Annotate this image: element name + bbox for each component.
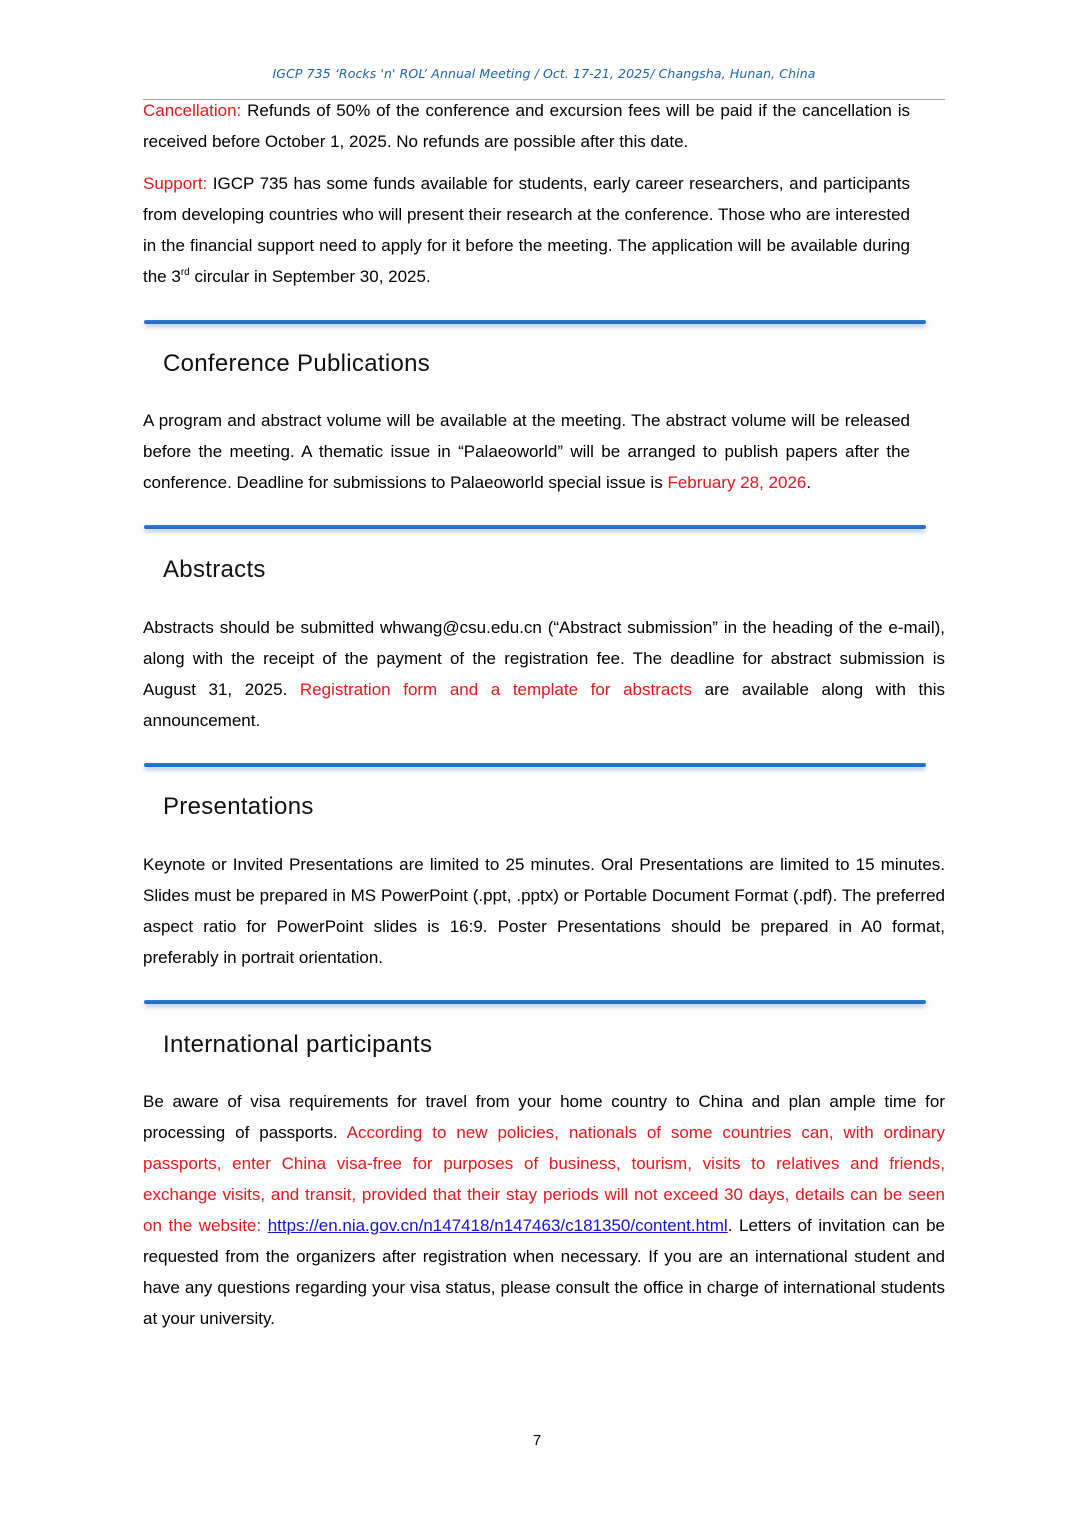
international-text: Be aware of visa requirements for travel from your home country to China and plan ample time for processing of passports. bbox=[143, 1092, 945, 1142]
running-header: IGCP 735 ‘Rocks 'n' ROL’ Annual Meeting / Oct. 17-21, 2025/ Changsha, Hunan, China bbox=[272, 66, 816, 81]
cancellation-text: Refunds of 50% of the conference and excursion fees will be paid if the cancellation is received before October 1, 2025. No refunds are possible after this date. bbox=[143, 101, 910, 151]
abstracts-heading: Abstracts bbox=[163, 556, 266, 583]
abstracts-text-end: are available along with this announcement. bbox=[143, 680, 945, 730]
support-paragraph bbox=[143, 168, 910, 292]
section-divider bbox=[144, 1000, 926, 1004]
publications-heading: Conference Publications bbox=[163, 350, 431, 377]
section-divider bbox=[144, 763, 926, 767]
abstracts-highlight: Registration form and a template for abstracts bbox=[299, 680, 693, 699]
section-divider bbox=[144, 320, 926, 324]
nia-website-link[interactable]: https://en.nia.gov.cn/n147418/n147463/c181350/content.html bbox=[267, 1216, 728, 1235]
international-heading: International participants bbox=[163, 1031, 433, 1058]
publications-text: A program and abstract volume will be available at the meeting. The abstract volume will be released before the meeting. A thematic issue in “Palaeoworld” will be arranged to publish papers after the conference. Deadline for submissions to Palaeoworld special issue is bbox=[143, 411, 910, 492]
support-superscript: rd bbox=[180, 267, 190, 278]
cancellation-label: Cancellation: bbox=[143, 101, 242, 120]
international-highlight: According to new policies, nationals of some countries can, with ordinary passports, enter China visa-free for purposes of business, tourism, visits to relatives and friends, exchange visits, and transit, provided that their stay periods will not exceed 30 days, details can be seen on the website: bbox=[143, 1123, 946, 1235]
support-label: Support: bbox=[143, 174, 208, 193]
presentations-heading: Presentations bbox=[163, 793, 314, 820]
international-text-end: . Letters of invitation can be requested from the organizers after registration when necessary. If you are an international student and have any questions regarding your visa status, please consult the office in charge of international students at your university. bbox=[143, 1216, 945, 1328]
cancellation-paragraph bbox=[143, 95, 910, 157]
publications-paragraph bbox=[143, 405, 910, 498]
publications-end: . bbox=[806, 473, 812, 492]
abstracts-paragraph bbox=[143, 612, 945, 736]
page-number: 7 bbox=[532, 1432, 542, 1449]
support-text-end: circular in September 30, 2025. bbox=[189, 267, 431, 286]
support-text: IGCP 735 has some funds available for students, early career researchers, and participants from developing countries who will present their research at the conference. Those who are interested in the financial support need to apply for it before the meeting. The application will be available during the 3 bbox=[143, 174, 910, 286]
publications-deadline: February 28, 2026 bbox=[667, 473, 807, 492]
presentations-paragraph: Keynote or Invited Presentations are limited to 25 minutes. Oral Presentations are limited to 15 minutes. Slides must be prepared in MS PowerPoint (.ppt, .pptx) or Portable Document Format (.pdf). The preferred aspect ratio for PowerPoint slides is 16:9. Poster Presentations should be prepared in A0 format, preferably in portrait orientation. bbox=[143, 855, 945, 967]
abstracts-text: Abstracts should be submitted whwang@csu.edu.cn (“Abstract submission” in the heading of the e-mail), along with the receipt of the payment of the registration fee. The deadline for abstract submission is August 31, 2025. bbox=[143, 618, 945, 699]
international-paragraph bbox=[143, 1086, 945, 1334]
section-divider bbox=[144, 525, 926, 529]
